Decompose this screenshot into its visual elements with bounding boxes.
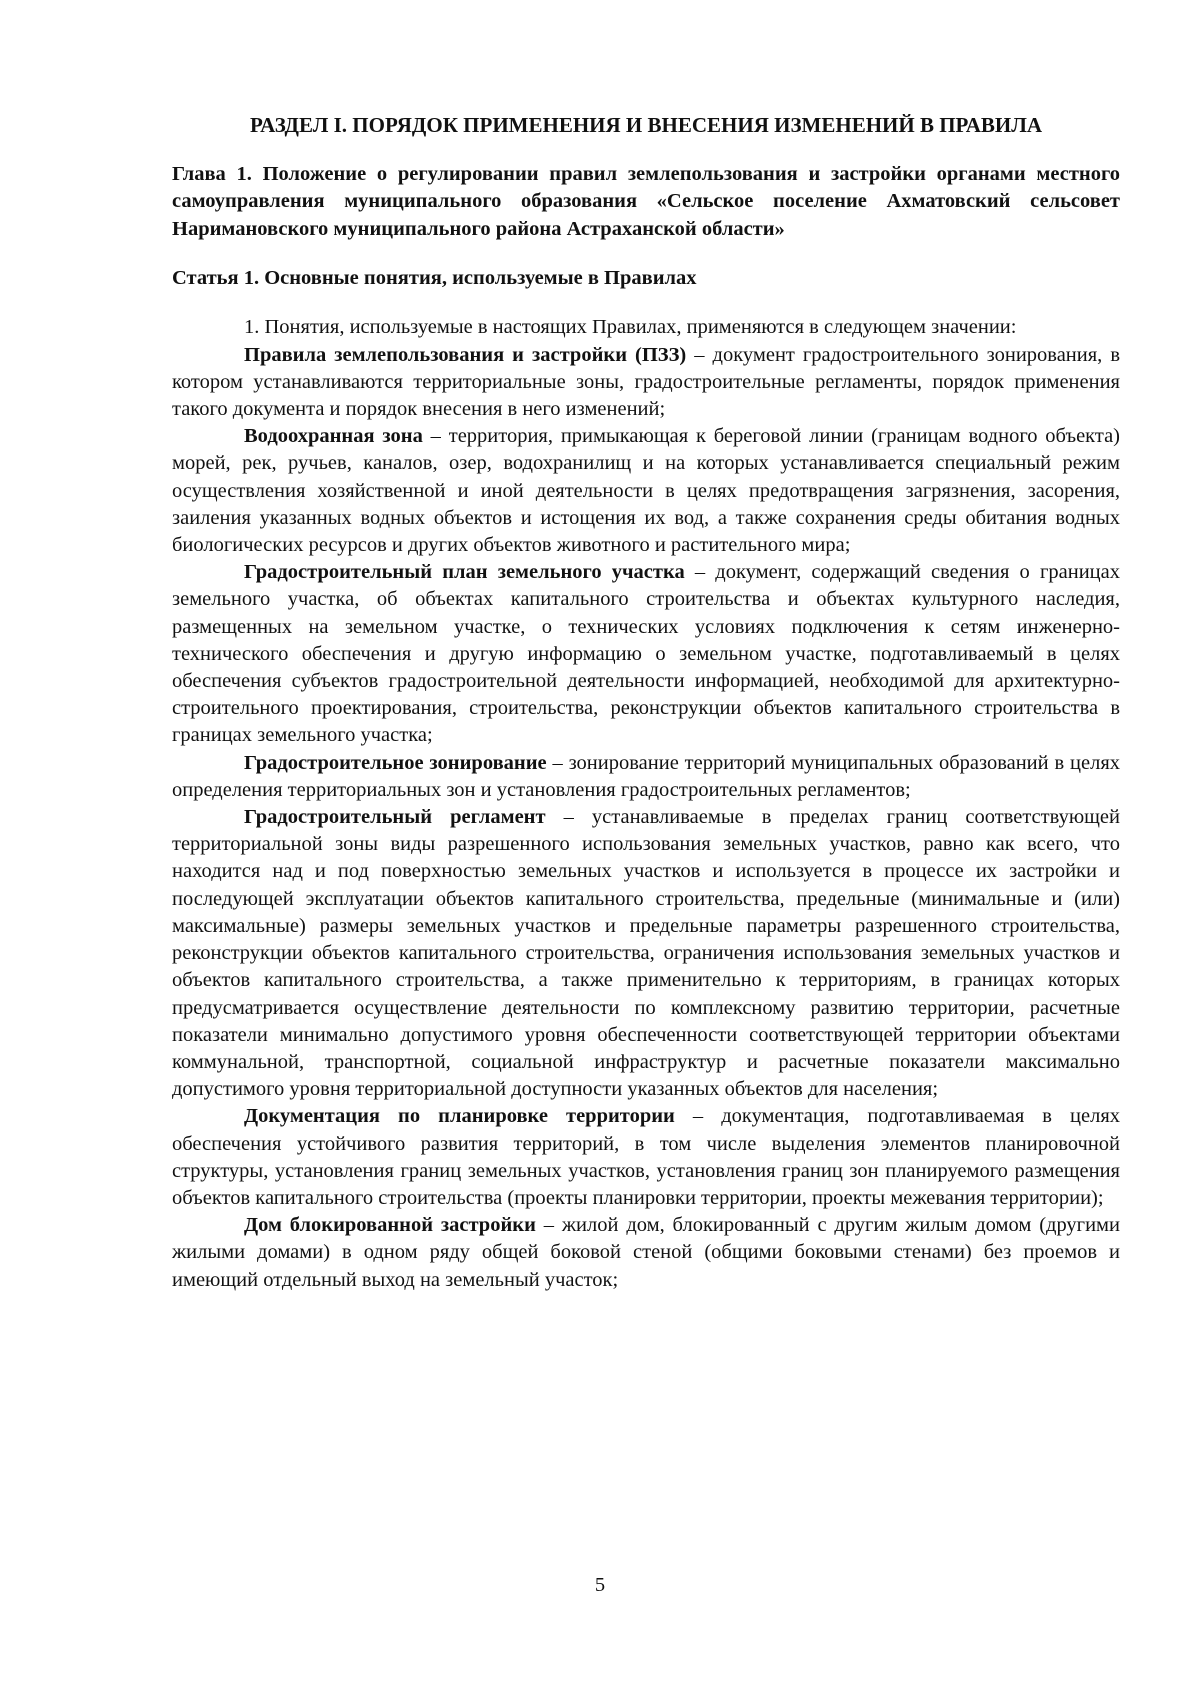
article-title: Статья 1. Основные понятия, используемые в Правилах bbox=[172, 267, 697, 290]
definition-term: Градостроительный регламент bbox=[244, 806, 546, 829]
definition-term: Водоохранная зона bbox=[244, 425, 423, 448]
definition-paragraph bbox=[172, 750, 1120, 804]
definition-paragraph bbox=[172, 1212, 1120, 1294]
definition-term: Градостроительный план земельного участка bbox=[244, 561, 685, 584]
definition-text: – зонирование территорий муниципальных образований в целях определения территориальных зон и установления градостроительных регламентов; bbox=[172, 751, 1121, 801]
page-number: 5 bbox=[594, 1574, 606, 1596]
definition-text: – жилой дом, блокированный с другим жилым домом (другими жилыми домами) в одном ряду общей боковой стеной (общими боковыми стенами) без проемов и имеющий отдельный выход на земельный участок; bbox=[172, 1214, 1120, 1291]
definition-term: Правила землепользования и застройки (ПЗЗ) bbox=[244, 343, 687, 366]
definition-term: Градостроительное зонирование bbox=[244, 751, 547, 774]
definition-paragraph bbox=[172, 1103, 1120, 1212]
definition-paragraph bbox=[172, 423, 1120, 559]
definition-term: Дом блокированной застройки bbox=[244, 1214, 536, 1237]
definition-text: – устанавливаемые в пределах границ соответствующей территориальной зоны виды разрешенного использования земельных участков, равно как всего, что находится над и под поверхностью земельных участков и используется в процессе их застройки и последующей эксплуатации объектов капитального строительства, предельные (минимальные и (или) максимальные) размеры земельных участков и предельные параметры разрешенного строительства, реконструкции объектов капитального строительства, ограничения использования земельных участков и объектов капитального строительства, а также применительно к территориям, в границах которых предусматривается осуществление деятельности по комплексному развитию территории, расчетные показатели минимально допустимого уровня обеспеченности соответствующей территории объектами коммунальной, транспортной, социальной инфраструктур и расчетные показатели максимально допустимого уровня территориальной доступности указанных объектов для населения; bbox=[172, 806, 1120, 1101]
definition-text: – документ, содержащий сведения о границах земельного участка, об объектах капитального строительства и объектах культурного наследия, размещенных на земельном участке, о технических условиях подключения к сетям инженерно-технического обеспечения и другую информацию о земельном участке, подготавливаемый в целях обеспечения субъектов градостроительной деятельности информацией, необходимой для архитектурно-строительного проектирования, строительства, реконструкции объектов капитального строительства в границах земельного участка; bbox=[172, 561, 1120, 747]
definition-paragraph bbox=[172, 559, 1120, 749]
definition-term: Документация по планировке территории bbox=[244, 1105, 675, 1128]
definition-text: – документ градостроительного зонирования, в котором устанавливаются территориальные зоны, градостроительные регламенты, порядок применения такого документа и порядок внесения в него изменений; bbox=[172, 343, 1120, 421]
definition-text: – территория, примыкающая к береговой линии (границам водного объекта) морей, рек, ручьев, каналов, озер, водохранилищ и на которых устанавливается специальный режим осуществления хозяйственной и иной деятельности в целях предотвращения загрязнения, засорения, заиления указанных водных объектов и истощения их вод, а также сохранения среды обитания водных биологических ресурсов и других объектов животного и растительного мира; bbox=[172, 425, 1120, 557]
chapter-title: Глава 1. Положение о регулировании правил землепользования и застройки органами местного самоуправления муниципального образования «Сельское поселение Ахматовский сельсовет Наримановского муниципального района Астраханской области» bbox=[172, 163, 1120, 240]
intro-paragraph: 1. Понятия, используемые в настоящих Правилах, применяются в следующем значении: bbox=[244, 316, 1017, 339]
document-page bbox=[172, 112, 1120, 1294]
definition-text: – документация, подготавливаемая в целях обеспечения устойчивого развития территорий, в том числе выделения элементов планировочной структуры, установления границ земельных участков, установления границ зон планируемого размещения объектов капитального строительства (проекты планировки территории, проекты межевания территории); bbox=[172, 1105, 1121, 1209]
definition-paragraph bbox=[172, 804, 1120, 1103]
section-title: РАЗДЕЛ I. ПОРЯДОК ПРИМЕНЕНИЯ И ВНЕСЕНИЯ ИЗМЕНЕНИЙ В ПРАВИЛА bbox=[249, 113, 1043, 137]
definition-paragraph bbox=[172, 342, 1120, 424]
